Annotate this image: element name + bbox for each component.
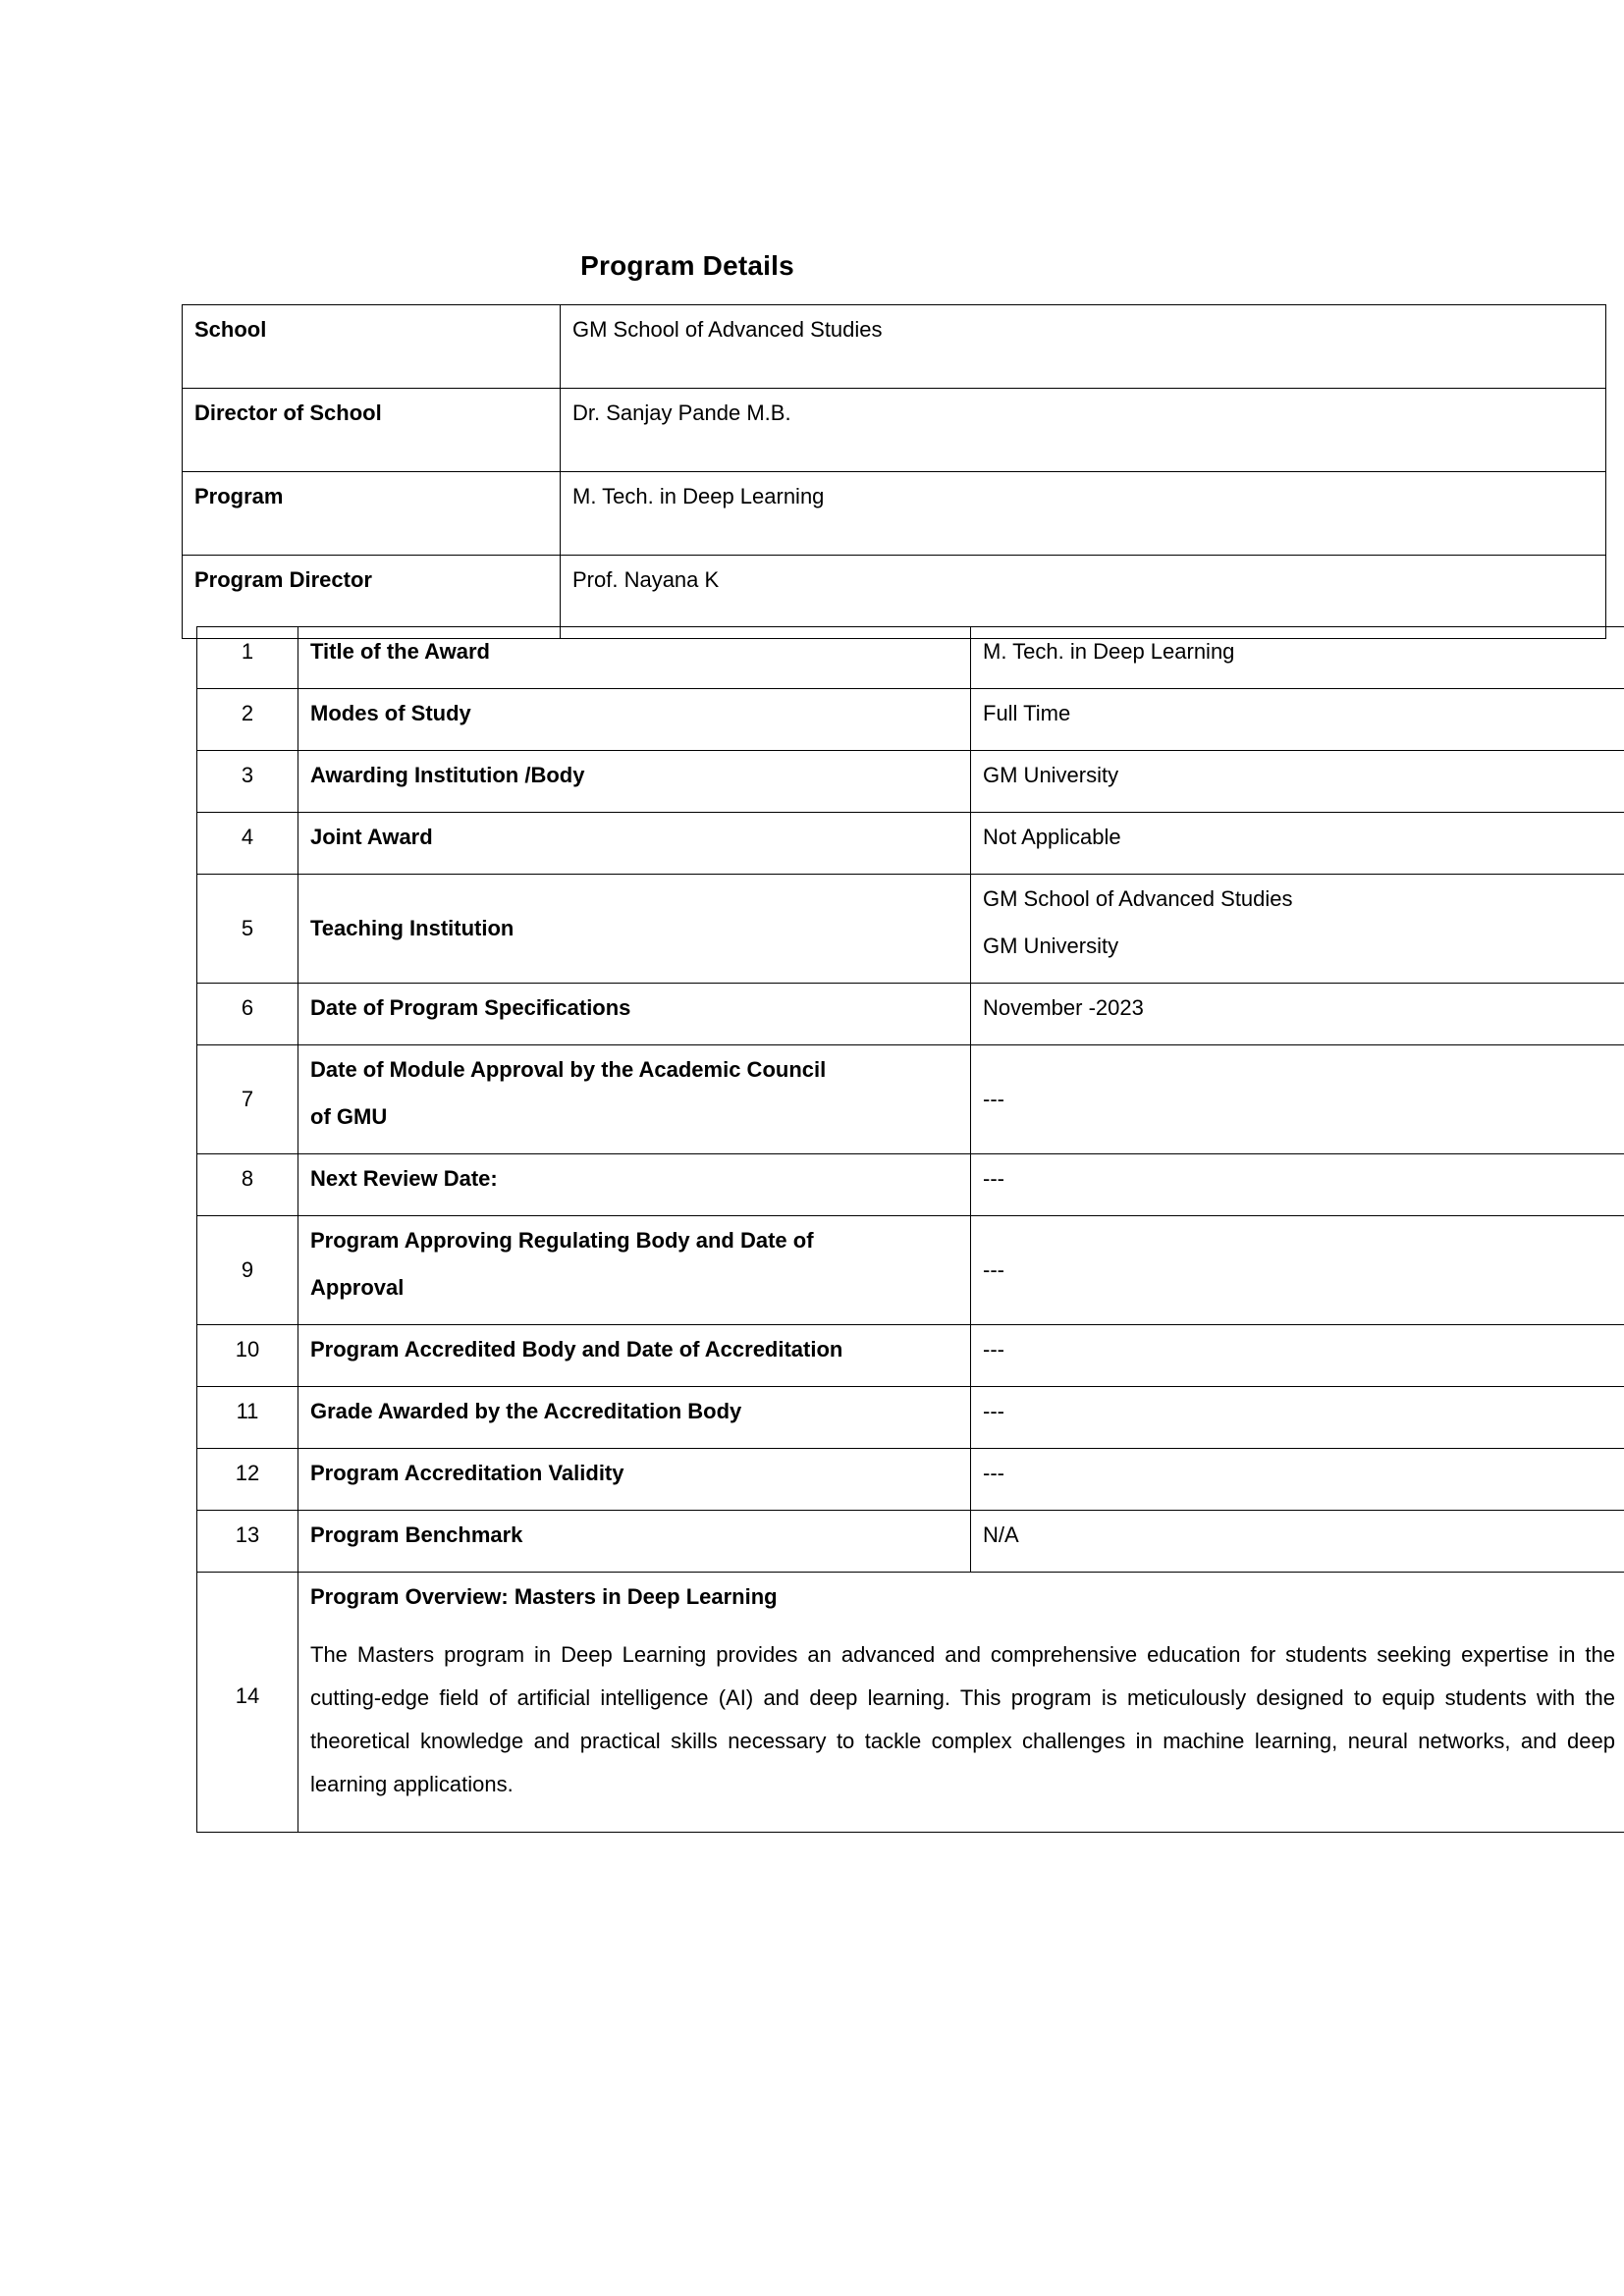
spec-field-date-of-program-specifications: Date of Program Specifications (298, 984, 971, 1045)
spec-field-date-of-module-approval (298, 1045, 971, 1154)
program-overview-cell (298, 1573, 1624, 1833)
spec-field-joint-award: Joint Award (298, 813, 971, 875)
table-row (183, 389, 1606, 472)
header-label-program-director: Program Director (183, 556, 561, 639)
spec-field-program-accredited-body: Program Accredited Body and Date of Accreditation (298, 1325, 971, 1387)
program-overview-heading: Program Overview: Masters in Deep Learning (310, 1584, 778, 1609)
header-value-school: GM School of Advanced Studies (561, 305, 1606, 389)
spec-field-modes-of-study: Modes of Study (298, 689, 971, 751)
spec-field-program-accreditation-validity: Program Accreditation Validity (298, 1449, 971, 1511)
table-row (183, 472, 1606, 556)
spec-number: 6 (197, 984, 298, 1045)
teaching-institution-line-1: GM School of Advanced Studies (983, 886, 1293, 911)
table-row (197, 1387, 1624, 1449)
spec-value-grade-awarded: --- (971, 1387, 1624, 1449)
approving-body-line-2: Approval (310, 1275, 405, 1300)
table-row (197, 751, 1624, 813)
spec-number: 4 (197, 813, 298, 875)
spec-value-program-accreditation-validity: --- (971, 1449, 1624, 1511)
spec-number: 8 (197, 1154, 298, 1216)
table-row (197, 689, 1624, 751)
spec-number: 7 (197, 1045, 298, 1154)
page-title: Program Details (580, 250, 794, 281)
table-row (197, 875, 1624, 984)
table-row (197, 984, 1624, 1045)
spec-number: 3 (197, 751, 298, 813)
table-row-program-overview (197, 1573, 1624, 1833)
spec-value-date-of-program-specifications: November -2023 (971, 984, 1624, 1045)
program-overview-body: The Masters program in Deep Learning provides an advanced and comprehensive education for students seeking expertise in the cutting-edge field of artificial intelligence (AI) and deep learning. This program is meticulously designed to equip students with the theoretical knowledge and practical skills necessary to tackle complex challenges in machine learning, neural networks, and deep learning applications. (310, 1642, 1615, 1796)
spec-value-program-approving-regulating-body: --- (971, 1216, 1624, 1325)
spec-number: 14 (197, 1573, 298, 1833)
table-row (183, 305, 1606, 389)
table-row (197, 1045, 1624, 1154)
table-row (197, 1511, 1624, 1573)
program-header-table (182, 304, 1606, 639)
spec-field-title-of-the-award: Title of the Award (298, 627, 971, 689)
table-row (197, 627, 1624, 689)
spec-value-modes-of-study: Full Time (971, 689, 1624, 751)
program-specification-table (196, 626, 1624, 1833)
approving-body-line-1: Program Approving Regulating Body and Date of (310, 1228, 814, 1253)
spec-value-next-review-date: --- (971, 1154, 1624, 1216)
spec-number: 2 (197, 689, 298, 751)
spec-value-program-accredited-body: --- (971, 1325, 1624, 1387)
module-approval-line-1: Date of Module Approval by the Academic Council (310, 1057, 827, 1082)
spec-number: 10 (197, 1325, 298, 1387)
spec-value-title-of-the-award: M. Tech. in Deep Learning (971, 627, 1624, 689)
spec-field-grade-awarded: Grade Awarded by the Accreditation Body (298, 1387, 971, 1449)
header-value-program: M. Tech. in Deep Learning (561, 472, 1606, 556)
spec-number: 9 (197, 1216, 298, 1325)
spec-field-awarding-institution: Awarding Institution /Body (298, 751, 971, 813)
spec-number: 13 (197, 1511, 298, 1573)
header-label-school: School (183, 305, 561, 389)
spec-value-awarding-institution: GM University (971, 751, 1624, 813)
spec-value-date-of-module-approval: --- (971, 1045, 1624, 1154)
spec-field-teaching-institution: Teaching Institution (298, 875, 971, 984)
header-label-program: Program (183, 472, 561, 556)
spec-field-program-approving-regulating-body (298, 1216, 971, 1325)
spec-value-teaching-institution (971, 875, 1624, 984)
spec-field-program-benchmark: Program Benchmark (298, 1511, 971, 1573)
spec-value-joint-award: Not Applicable (971, 813, 1624, 875)
spec-number: 5 (197, 875, 298, 984)
module-approval-line-2: of GMU (310, 1104, 388, 1129)
header-value-program-director: Prof. Nayana K (561, 556, 1606, 639)
table-row (197, 1216, 1624, 1325)
spec-value-program-benchmark: N/A (971, 1511, 1624, 1573)
table-row (197, 1325, 1624, 1387)
spec-field-next-review-date: Next Review Date: (298, 1154, 971, 1216)
spec-number: 11 (197, 1387, 298, 1449)
teaching-institution-line-2: GM University (983, 934, 1119, 958)
table-row (197, 1449, 1624, 1511)
header-value-director-of-school: Dr. Sanjay Pande M.B. (561, 389, 1606, 472)
table-row (197, 1154, 1624, 1216)
spec-number: 12 (197, 1449, 298, 1511)
table-row (197, 813, 1624, 875)
header-label-director-of-school: Director of School (183, 389, 561, 472)
spec-number: 1 (197, 627, 298, 689)
